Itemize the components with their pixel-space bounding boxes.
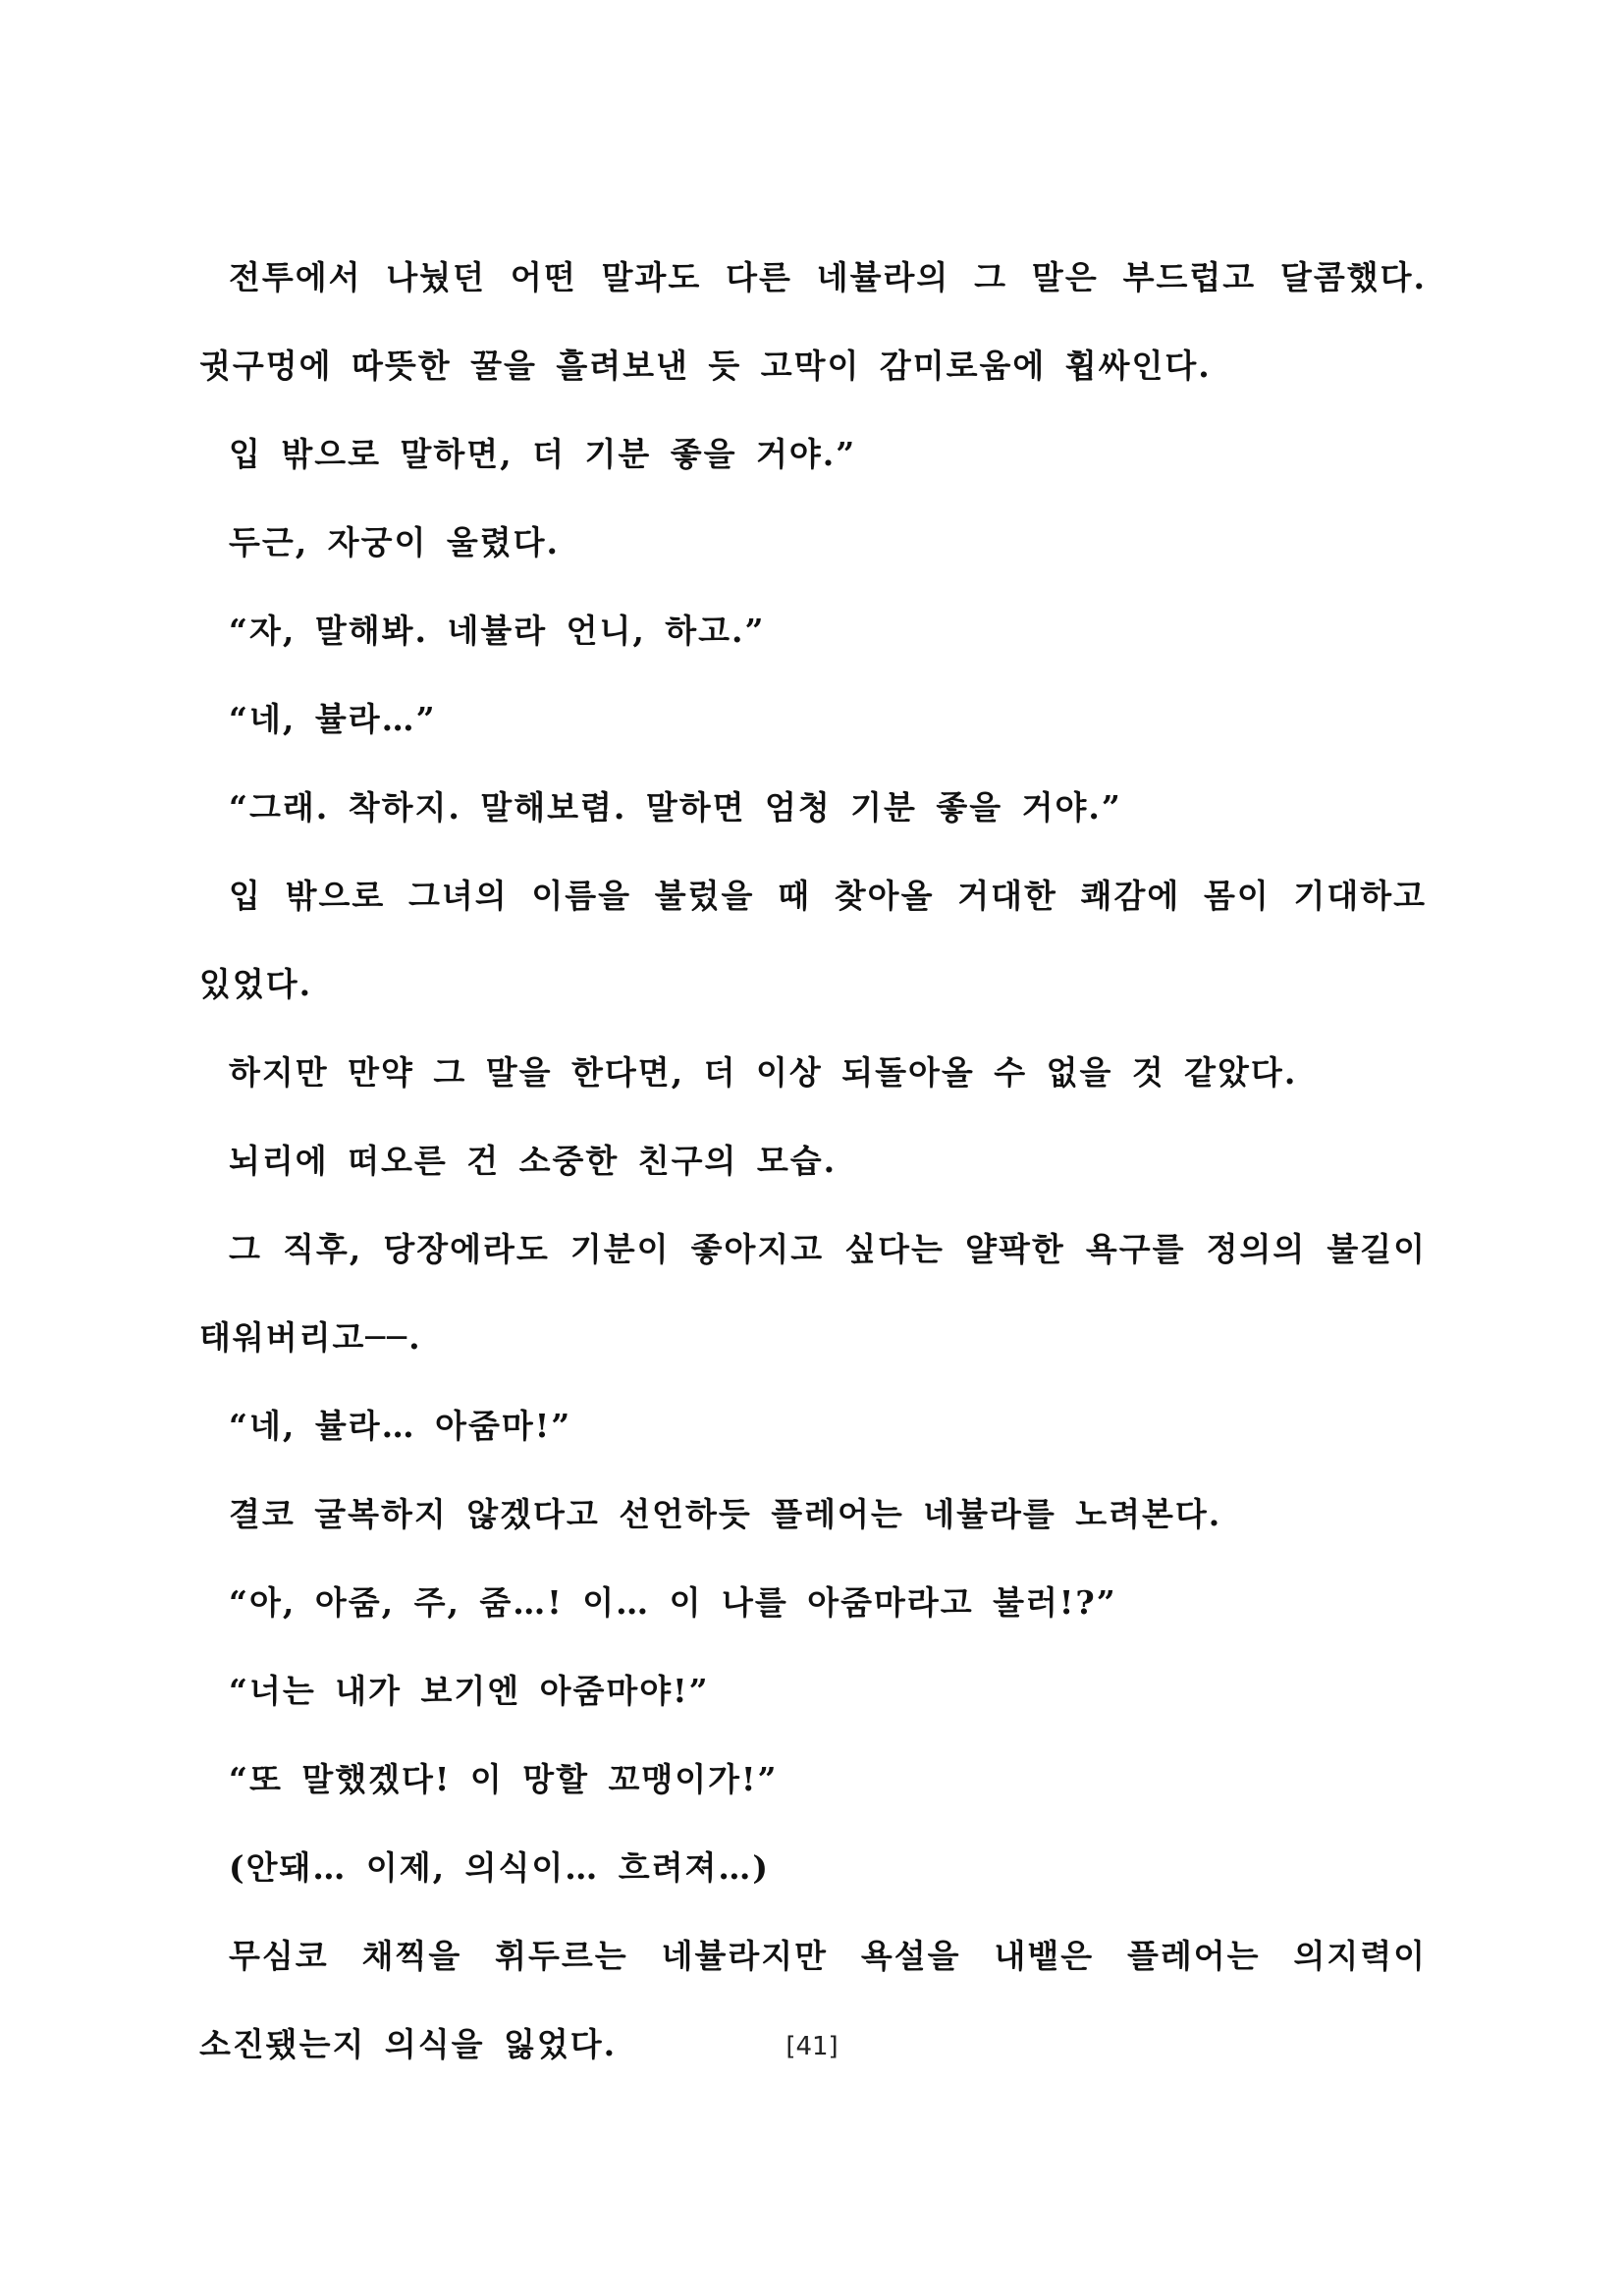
paragraph-10: 그 직후, 당장에라도 기분이 좋아지고 싶다는 얄팍한 욕구를 정의의 불길이 태워버리고──.	[199, 1230, 1427, 1357]
paragraph-8: 하지만 만약 그 말을 한다면, 더 이상 되돌아올 수 없을 것 같았다.	[229, 1053, 1298, 1092]
paragraph-2: 입 밖으로 말하면, 더 기분 좋을 거야.”	[229, 435, 857, 473]
paragraph-5: “네, 뷸라…”	[229, 700, 437, 738]
paragraph-4: “자, 말해봐. 네뷸라 언니, 하고.”	[229, 612, 766, 650]
body-text	[199, 234, 1427, 2089]
paragraph-14: “너는 내가 보기엔 아줌마야!”	[229, 1672, 710, 1710]
paragraph-12: 결코 굴복하지 않겠다고 선언하듯 플레어는 네뷸라를 노려본다.	[229, 1495, 1222, 1533]
paragraph-1: 전투에서 나눴던 어떤 말과도 다른 네뷸라의 그 말은 부드럽고 달콤했다. 귓구멍에 따뜻한 꿀을 흘려보낸 듯 고막이 감미로움에 휩싸인다.	[199, 258, 1427, 385]
page-number: [41]	[785, 2032, 839, 2061]
paragraph-17: 무심코 채찍을 휘두르는 네뷸라지만 욕설을 내뱉은 플레어는 의지력이 소진됐는지 의식을 잃었다.	[199, 1937, 1427, 2063]
paragraph-13: “아, 아줌, 주, 줌…! 이… 이 나를 아줌마라고 불러!?”	[229, 1583, 1117, 1622]
paragraph-11: “네, 뷸라… 아줌마!”	[229, 1407, 572, 1445]
paragraph-3: 두근, 자궁이 울렸다.	[229, 523, 560, 561]
paragraph-6: “그래. 착하지. 말해보렴. 말하면 엄청 기분 좋을 거야.”	[229, 788, 1122, 827]
paragraph-16: (안돼… 이제, 의식이… 흐려져…)	[229, 1848, 770, 1887]
paragraph-15: “또 말했겠다! 이 망할 꼬맹이가!”	[229, 1760, 779, 1798]
paragraph-9: 뇌리에 떠오른 건 소중한 친구의 모습.	[229, 1142, 838, 1180]
paragraph-7: 입 밖으로 그녀의 이름을 불렀을 때 찾아올 거대한 쾌감에 몸이 기대하고 있었다.	[199, 877, 1427, 1003]
